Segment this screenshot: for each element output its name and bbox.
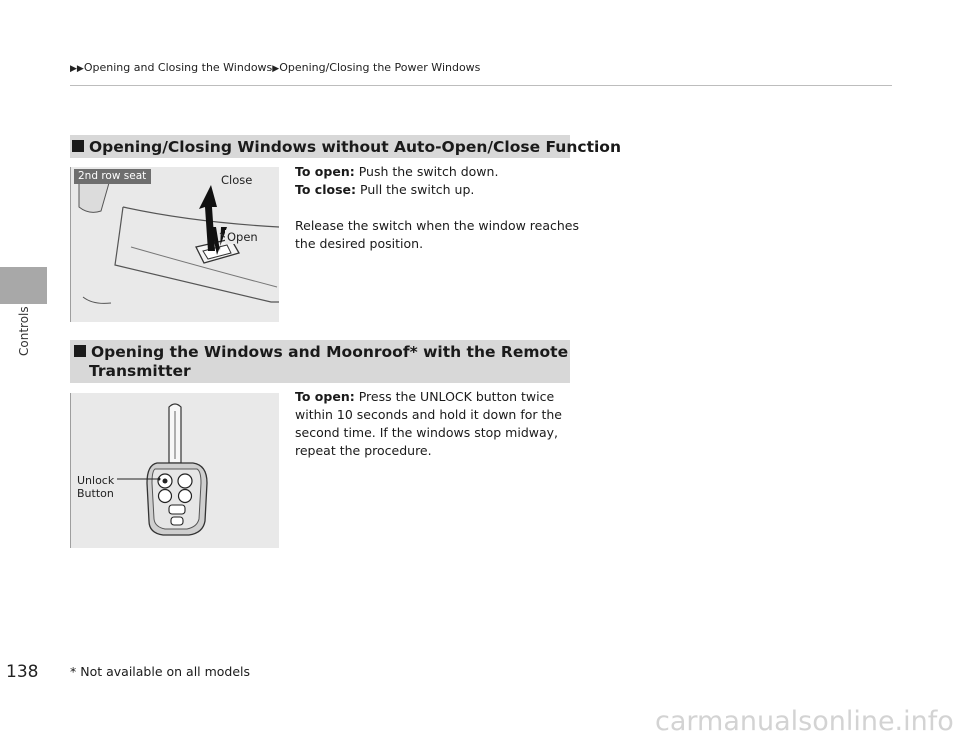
- window-switch-illustration: [71, 167, 279, 322]
- watermark: carmanualsonline.info: [655, 706, 954, 737]
- instruction-label: To open:: [295, 164, 355, 179]
- instruction-open: [295, 163, 585, 181]
- breadcrumb-item[interactable]: Opening and Closing the Windows: [83, 61, 273, 74]
- instruction-label: To close:: [295, 182, 357, 197]
- callout-line: Button: [77, 487, 114, 500]
- seat-label: 2nd row seat: [74, 169, 151, 184]
- instruction-close: [295, 181, 585, 199]
- window-switch-drawing: [71, 167, 279, 322]
- callout-line: Unlock: [77, 474, 115, 487]
- section-title: Opening/Closing Windows without Auto-Open/Close Function: [89, 138, 621, 156]
- remote-key-drawing: [71, 393, 279, 548]
- square-bullet-icon: [74, 345, 86, 357]
- page-number: 138: [6, 662, 39, 682]
- instruction-remote-open: [295, 388, 580, 460]
- breadcrumb-arrow-icon: ▶: [272, 64, 280, 74]
- breadcrumb-arrow-icon: ▶▶: [70, 64, 84, 74]
- footnote: * Not available on all models: [70, 664, 251, 679]
- section-title: Opening the Windows and Moonroof: [91, 343, 410, 361]
- instruction-text: Pull the switch up.: [360, 182, 475, 197]
- section-heading-remote: [70, 340, 570, 383]
- section-title-line2: Transmitter: [89, 362, 191, 380]
- section-title: with the Remote: [417, 343, 569, 361]
- square-bullet-icon: [72, 140, 84, 152]
- close-callout: Close: [221, 173, 253, 187]
- section-heading-windows: [70, 135, 621, 158]
- instruction-text: Press the UNLOCK button twice within 10 seconds and hold it down for the second time. If the windows stop midway, repeat the procedure.: [295, 389, 562, 458]
- unlock-button-callout: [77, 474, 137, 500]
- illustration-rule: [70, 167, 71, 322]
- header-rule: [70, 85, 892, 86]
- instruction-text: Push the switch down.: [358, 164, 499, 179]
- illustration-rule: [70, 393, 71, 548]
- instruction-release: Release the switch when the window reaches the desired position.: [295, 218, 580, 251]
- instruction-label: To open:: [295, 389, 355, 404]
- remote-transmitter-illustration: [71, 393, 279, 548]
- chapter-label: Controls: [17, 306, 31, 356]
- open-callout: Open: [227, 230, 258, 244]
- breadcrumb-item[interactable]: Opening/Closing the Power Windows: [279, 61, 481, 74]
- breadcrumb: [70, 61, 480, 74]
- footnote-marker: *: [409, 343, 418, 361]
